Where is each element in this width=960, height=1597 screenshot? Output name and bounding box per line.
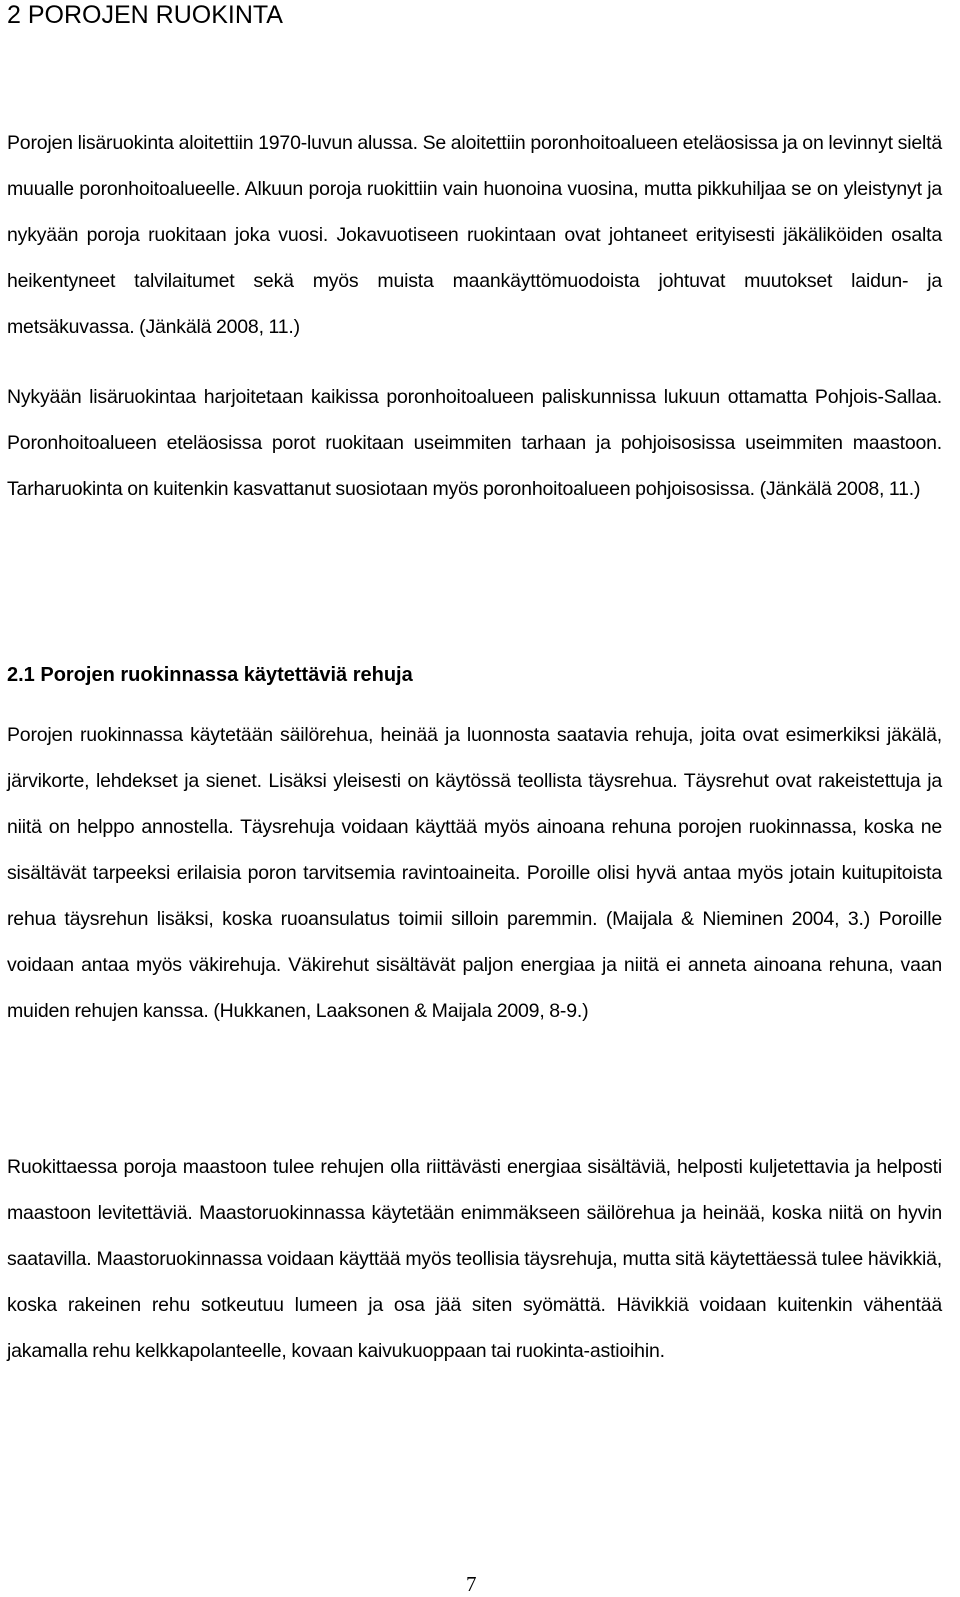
section-title: 2.1 Porojen ruokinnassa käytettäviä rehuja	[7, 664, 413, 686]
paragraph-current-practice: Nykyään lisäruokintaa harjoitetaan kaikissa poronhoitoalueen paliskunnissa lukuun ottamatta Pohjois-Sallaa. Poronhoitoalueen eteläosissa porot ruokitaan useimmiten tarhaan ja pohjoisosissa useimmiten maastoon. Tarharuokinta on kuitenkin kasvattanut suosiotaan myös poronhoitoalueen pohjoisosissa. (Jänkälä 2008, 11.)	[7, 386, 942, 500]
paragraph-intro: Porojen lisäruokinta aloitettiin 1970-luvun alussa. Se aloitettiin poronhoitoalueen eteläosissa ja on levinnyt sieltä muualle poronhoitoalueelle. Alkuun poroja ruokittiin vain huonoina vuosina, mutta pikkuhiljaa se on yleistynyt ja nykyään poroja ruokitaan joka vuosi. Jokavuotiseen ruokintaan ovat johtaneet erityisesti jäkäliköiden osalta heikentyneet talvilaitumet sekä myös muista maankäyttömuodoista johtuvat muutokset laidun- ja metsäkuvassa. (Jänkälä 2008, 11.)	[7, 132, 942, 338]
paragraph-field-feeding: Ruokittaessa poroja maastoon tulee rehujen olla riittävästi energiaa sisältäviä, helposti kuljetettavia ja helposti maastoon levitettäviä. Maastoruokinnassa käytetään enimmäkseen säilörehua ja heinää, koska niitä on hyvin saatavilla. Maastoruokinnassa voidaan käyttää myös teollisia täysrehuja, mutta sitä käytettäessä tulee hävikkiä, koska rakeinen rehu sotkeutuu lumeen ja osa jää siten syömättä. Hävikkiä voidaan kuitenkin vähentää jakamalla rehu kelkkapolanteelle, kovaan kaivukuoppaan tai ruokinta-astioihin.	[7, 1156, 942, 1362]
page-number: 7	[466, 1572, 477, 1596]
chapter-title: 2 POROJEN RUOKINTA	[7, 1, 283, 29]
paragraph-feed-types: Porojen ruokinnassa käytetään säilörehua, heinää ja luonnosta saatavia rehuja, joita ovat esimerkiksi jäkälä, järvikorte, lehdekset ja sienet. Lisäksi yleisesti on käytössä teollista täysrehua. Täysrehut ovat rakeistettuja ja niitä on helppo annostella. Täysrehuja voidaan käyttää myös ainoana rehuna porojen ruokinnassa, koska ne sisältävät tarpeeksi erilaisia poron tarvitsemia ravintoaineita. Poroille olisi hyvä antaa myös jotain kuitupitoista rehua täysrehun lisäksi, koska ruoansulatus toimii silloin paremmin. (Maijala & Nieminen 2004, 3.) Poroille voidaan antaa myös väkirehuja. Väkirehut sisältävät paljon energiaa ja niitä ei anneta ainoana rehuna, vaan muiden rehujen kanssa. (Hukkanen, Laaksonen & Maijala 2009, 8-9.)	[7, 724, 942, 1022]
